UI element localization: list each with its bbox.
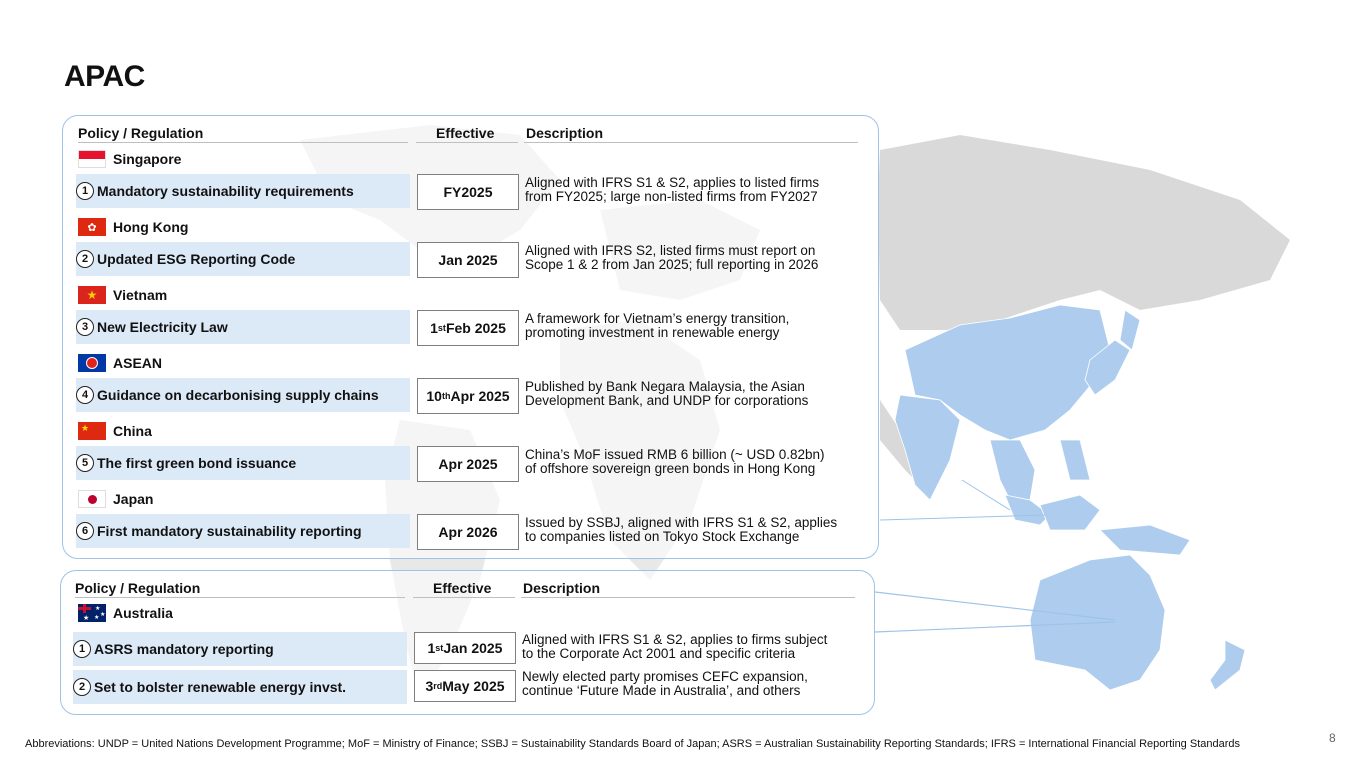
china-flag-icon: ★ — [78, 422, 106, 440]
policy-name: Guidance on decarbonising supply chains — [97, 387, 379, 403]
policy-name: Mandatory sustainability requirements — [97, 183, 354, 199]
header-effective: Effective — [433, 580, 492, 596]
policy-row — [76, 174, 410, 208]
number-badge: 1 — [73, 640, 91, 658]
policy-name: First mandatory sustainability reporting — [97, 523, 362, 539]
policy-description: A framework for Vietnam’s energy transition, promoting investment in renewable energy — [525, 311, 790, 340]
country-label: China — [113, 423, 152, 439]
effective-date: 10 th Apr 2025 — [417, 378, 519, 414]
effective-date: Apr 2025 — [417, 446, 519, 482]
page-number: 8 — [1329, 731, 1336, 745]
policy-row — [73, 632, 407, 666]
australia-flag-icon: ★ ★ ★ ★ — [78, 604, 106, 622]
country-japan — [78, 490, 153, 508]
policy-name: Updated ESG Reporting Code — [97, 251, 296, 267]
vietnam-flag-icon: ★ — [78, 286, 106, 304]
singapore-flag-icon — [78, 150, 106, 168]
policy-description: Aligned with IFRS S1 & S2, applies to firms subject to the Corporate Act 2001 and specific criteria — [522, 632, 828, 661]
number-badge: 5 — [76, 454, 94, 472]
policy-row — [73, 670, 407, 704]
policy-description: Issued by SSBJ, aligned with IFRS S1 & S2, applies to companies listed on Tokyo Stock Exchange — [525, 515, 838, 544]
policy-name: ASRS mandatory reporting — [94, 641, 274, 657]
country-singapore — [78, 150, 181, 168]
number-badge: 2 — [76, 250, 94, 268]
effective-date: 1 st Jan 2025 — [414, 632, 516, 664]
effective-date: Jan 2025 — [417, 242, 519, 278]
country-australia — [78, 604, 173, 622]
policy-row — [76, 378, 410, 412]
effective-date: Apr 2026 — [417, 514, 519, 550]
policy-row — [76, 242, 410, 276]
country-label: ASEAN — [113, 355, 163, 371]
policy-row — [76, 446, 410, 480]
effective-date: FY2025 — [417, 174, 519, 210]
policy-name: The first green bond issuance — [97, 455, 297, 471]
number-badge: 2 — [73, 678, 91, 696]
country-china — [78, 422, 152, 440]
number-badge: 6 — [76, 522, 94, 540]
page-title: APAC — [64, 60, 145, 93]
number-badge: 3 — [76, 318, 94, 336]
header-policy: Policy / Regulation — [75, 580, 201, 596]
country-label: Singapore — [113, 151, 182, 167]
header-description: Description — [526, 125, 604, 141]
abbreviations-footnote: Abbreviations: UNDP = United Nations Development Programme; MoF = Ministry of Finance; SSBJ = Sustainability Standards Board of Japan; ASRS = Australian Sustainability Reporting Standards; IFRS = International Financial Reporting Standards — [25, 738, 1241, 750]
policy-row — [76, 514, 410, 548]
hong-kong-flag-icon: ✿ — [78, 218, 106, 236]
country-label: Vietnam — [113, 287, 168, 303]
policy-row — [76, 310, 410, 344]
country-hong-kong — [78, 218, 188, 236]
header-description: Description — [523, 580, 601, 596]
country-label: Australia — [113, 605, 173, 621]
policy-name: New Electricity Law — [97, 319, 228, 335]
header-policy: Policy / Regulation — [78, 125, 204, 141]
japan-flag-icon — [78, 490, 106, 508]
country-vietnam — [78, 286, 167, 304]
policy-description: Newly elected party promises CEFC expansion, continue ‘Future Made in Australia’, and others — [522, 669, 808, 698]
effective-date: 3 rd May 2025 — [414, 670, 516, 702]
effective-date: 1 st Feb 2025 — [417, 310, 519, 346]
number-badge: 1 — [76, 182, 94, 200]
policy-description: China’s MoF issued RMB 6 billion (~ USD 0.82bn) of offshore sovereign green bonds in Hong Kong — [525, 447, 825, 476]
country-label: Hong Kong — [113, 219, 189, 235]
header-effective: Effective — [436, 125, 495, 141]
country-asean — [78, 354, 162, 372]
asean-flag-icon — [78, 354, 106, 372]
policy-description: Aligned with IFRS S1 & S2, applies to listed firms from FY2025; large non-listed firms from FY2027 — [525, 175, 820, 204]
policy-description: Aligned with IFRS S2, listed firms must report on Scope 1 & 2 from Jan 2025; full reporting in 2026 — [525, 243, 819, 272]
number-badge: 4 — [76, 386, 94, 404]
country-label: Japan — [113, 491, 154, 507]
policy-name: Set to bolster renewable energy invst. — [94, 679, 347, 695]
policy-description: Published by Bank Negara Malaysia, the Asian Development Bank, and UNDP for corporations — [525, 379, 809, 408]
